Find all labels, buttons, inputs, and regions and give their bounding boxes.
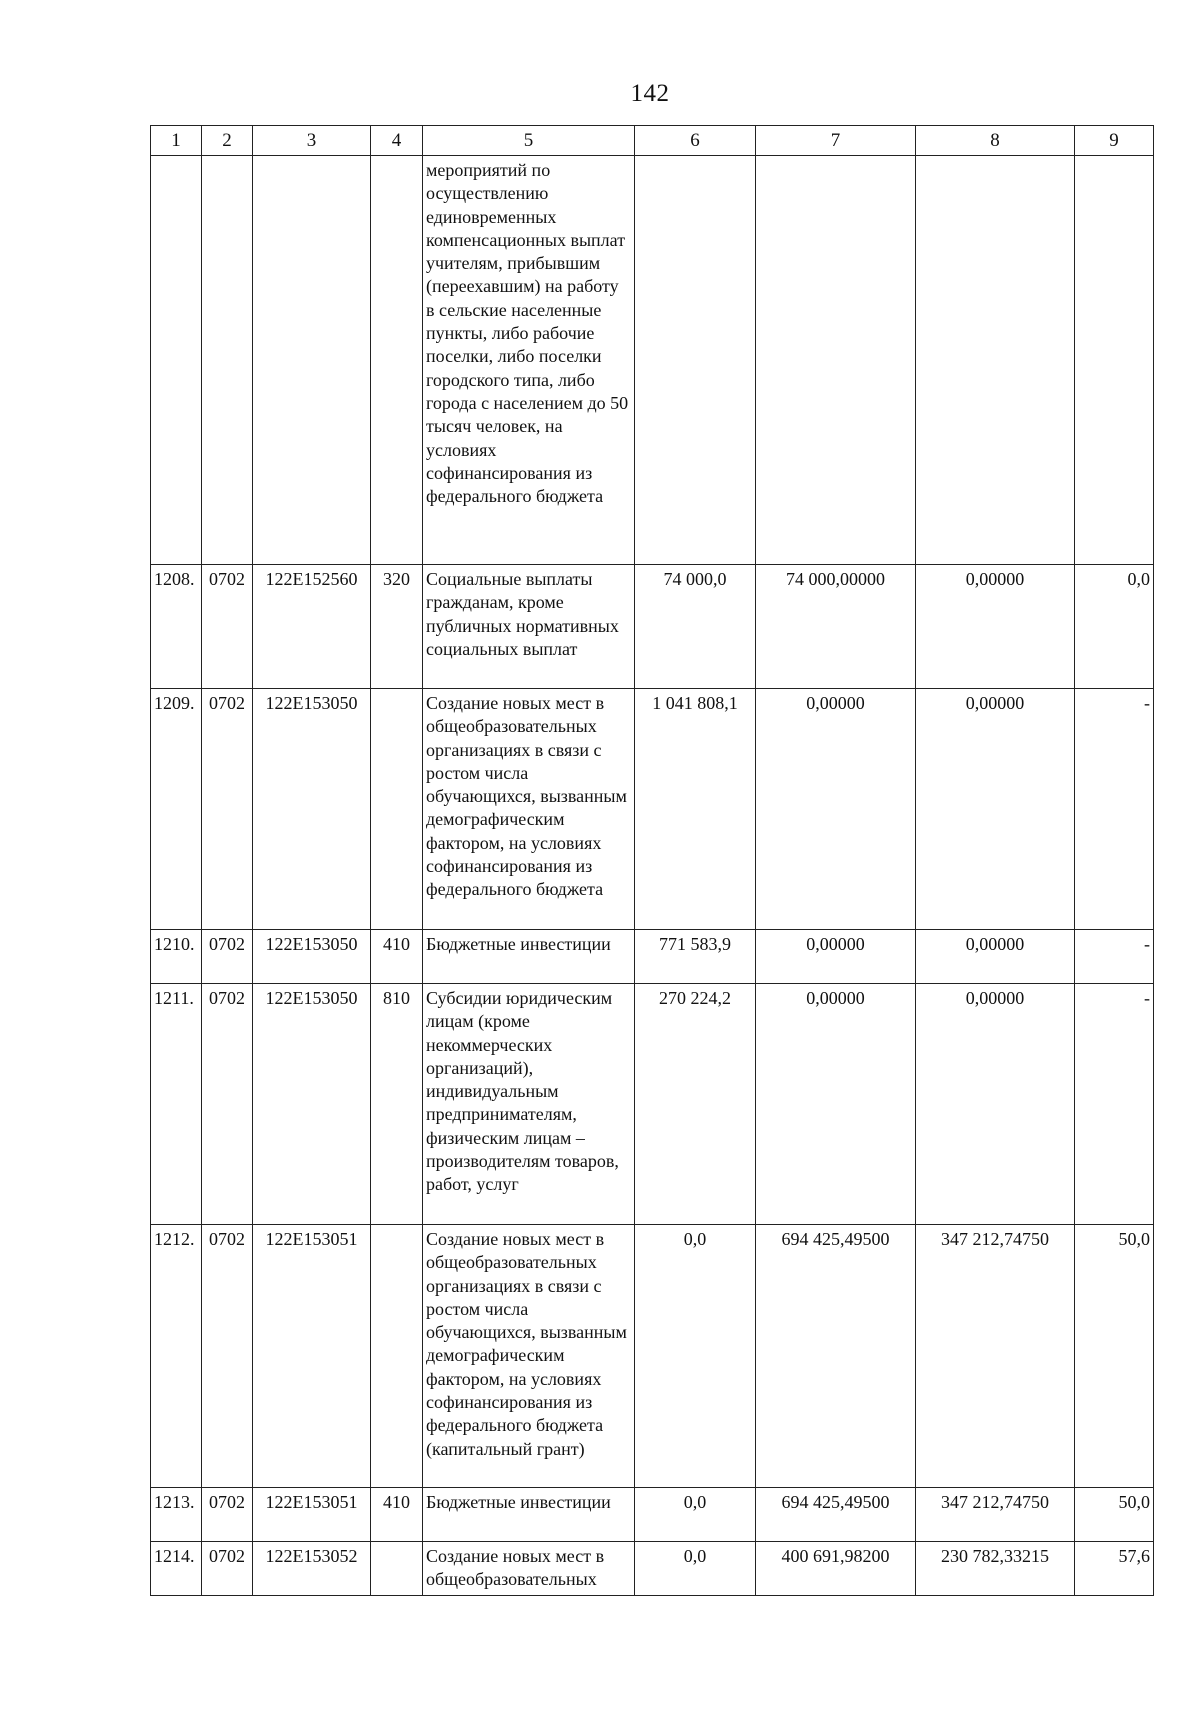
value-col7: 74 000,00000: [756, 565, 916, 689]
expense-type-code: 810: [371, 984, 423, 1225]
table-row: [151, 689, 1154, 930]
value-col6: 0,0: [635, 1225, 756, 1488]
section-code: [202, 156, 253, 565]
row-index: 1212.: [151, 1225, 202, 1488]
target-code: 122Е153050: [253, 930, 371, 984]
value-col7: 0,00000: [756, 689, 916, 930]
row-index: [151, 156, 202, 565]
target-code: 122Е153050: [253, 689, 371, 930]
value-col9: -: [1075, 984, 1154, 1225]
value-col8: 0,00000: [916, 930, 1075, 984]
item-name: мероприятий по осуществлению единовременных компенсационных выплат учителям, прибывшим (переехавшим) на работу в сельские населенные пункты, либо рабочие поселки, либо поселки городского типа, либо города с населением до 50 тысяч человек, на условиях софинансирования из федерального бюджета: [423, 156, 635, 565]
value-col7: 694 425,49500: [756, 1225, 916, 1488]
section-code: 0702: [202, 1225, 253, 1488]
column-header-7: 7: [756, 126, 916, 156]
row-index: 1210.: [151, 930, 202, 984]
value-col8: 230 782,33215: [916, 1542, 1075, 1596]
section-code: 0702: [202, 984, 253, 1225]
target-code: 122Е153050: [253, 984, 371, 1225]
column-header-4: 4: [371, 126, 423, 156]
table-row: [151, 1488, 1154, 1542]
item-name: Создание новых мест в общеобразовательных организациях в связи с ростом числа обучающихся, вызванным демографическим фактором, на условиях софинансирования из федерального бюджета: [423, 689, 635, 930]
expense-type-code: [371, 1542, 423, 1596]
expense-type-code: 410: [371, 1488, 423, 1542]
value-col6: 270 224,2: [635, 984, 756, 1225]
value-col9: [1075, 156, 1154, 565]
target-code: 122Е153051: [253, 1488, 371, 1542]
value-col8: 0,00000: [916, 984, 1075, 1225]
target-code: 122Е152560: [253, 565, 371, 689]
table-row: [151, 1542, 1154, 1596]
budget-table: [150, 125, 1154, 1596]
item-name: Создание новых мест в общеобразовательных организациях в связи с ростом числа обучающихся, вызванным демографическим фактором, на условиях софинансирования из федерального бюджета (капитальный грант): [423, 1225, 635, 1488]
value-col6: 0,0: [635, 1542, 756, 1596]
page-number: 142: [630, 80, 670, 107]
value-col9: -: [1075, 930, 1154, 984]
target-code: 122Е153051: [253, 1225, 371, 1488]
column-header-8: 8: [916, 126, 1075, 156]
column-header-1: 1: [151, 126, 202, 156]
section-code: 0702: [202, 930, 253, 984]
value-col8: 347 212,74750: [916, 1488, 1075, 1542]
value-col7: 0,00000: [756, 930, 916, 984]
value-col8: 0,00000: [916, 565, 1075, 689]
item-name: Создание новых мест в общеобразовательных: [423, 1542, 635, 1596]
row-index: 1211.: [151, 984, 202, 1225]
value-col6: 771 583,9: [635, 930, 756, 984]
value-col9: 50,0: [1075, 1488, 1154, 1542]
column-header-5: 5: [423, 126, 635, 156]
expense-type-code: [371, 156, 423, 565]
table-row: [151, 1225, 1154, 1488]
value-col6: [635, 156, 756, 565]
value-col8: [916, 156, 1075, 565]
target-code: 122Е153052: [253, 1542, 371, 1596]
value-col8: 347 212,74750: [916, 1225, 1075, 1488]
row-index: 1214.: [151, 1542, 202, 1596]
section-code: 0702: [202, 689, 253, 930]
table-row: [151, 930, 1154, 984]
item-name: Бюджетные инвестиции: [423, 930, 635, 984]
value-col9: 50,0: [1075, 1225, 1154, 1488]
item-name: Субсидии юридическим лицам (кроме некоммерческих организаций), индивидуальным предпринимателям, физическим лицам – производителям товаров, работ, услуг: [423, 984, 635, 1225]
value-col6: 74 000,0: [635, 565, 756, 689]
table-row: [151, 565, 1154, 689]
item-name: Бюджетные инвестиции: [423, 1488, 635, 1542]
section-code: 0702: [202, 565, 253, 689]
value-col7: [756, 156, 916, 565]
value-col9: 0,0: [1075, 565, 1154, 689]
section-code: 0702: [202, 1488, 253, 1542]
value-col7: 400 691,98200: [756, 1542, 916, 1596]
value-col6: 0,0: [635, 1488, 756, 1542]
expense-type-code: 410: [371, 930, 423, 984]
value-col9: -: [1075, 689, 1154, 930]
column-header-2: 2: [202, 126, 253, 156]
column-header-6: 6: [635, 126, 756, 156]
section-code: 0702: [202, 1542, 253, 1596]
row-index: 1213.: [151, 1488, 202, 1542]
expense-type-code: [371, 1225, 423, 1488]
item-name: Социальные выплаты гражданам, кроме публичных нормативных социальных выплат: [423, 565, 635, 689]
target-code: [253, 156, 371, 565]
table-row: [151, 984, 1154, 1225]
header-row: [151, 126, 1154, 156]
column-header-9: 9: [1075, 126, 1154, 156]
expense-type-code: 320: [371, 565, 423, 689]
column-header-3: 3: [253, 126, 371, 156]
value-col7: 0,00000: [756, 984, 916, 1225]
value-col7: 694 425,49500: [756, 1488, 916, 1542]
value-col8: 0,00000: [916, 689, 1075, 930]
row-index: 1208.: [151, 565, 202, 689]
expense-type-code: [371, 689, 423, 930]
row-index: 1209.: [151, 689, 202, 930]
table-row: [151, 156, 1154, 565]
value-col9: 57,6: [1075, 1542, 1154, 1596]
value-col6: 1 041 808,1: [635, 689, 756, 930]
